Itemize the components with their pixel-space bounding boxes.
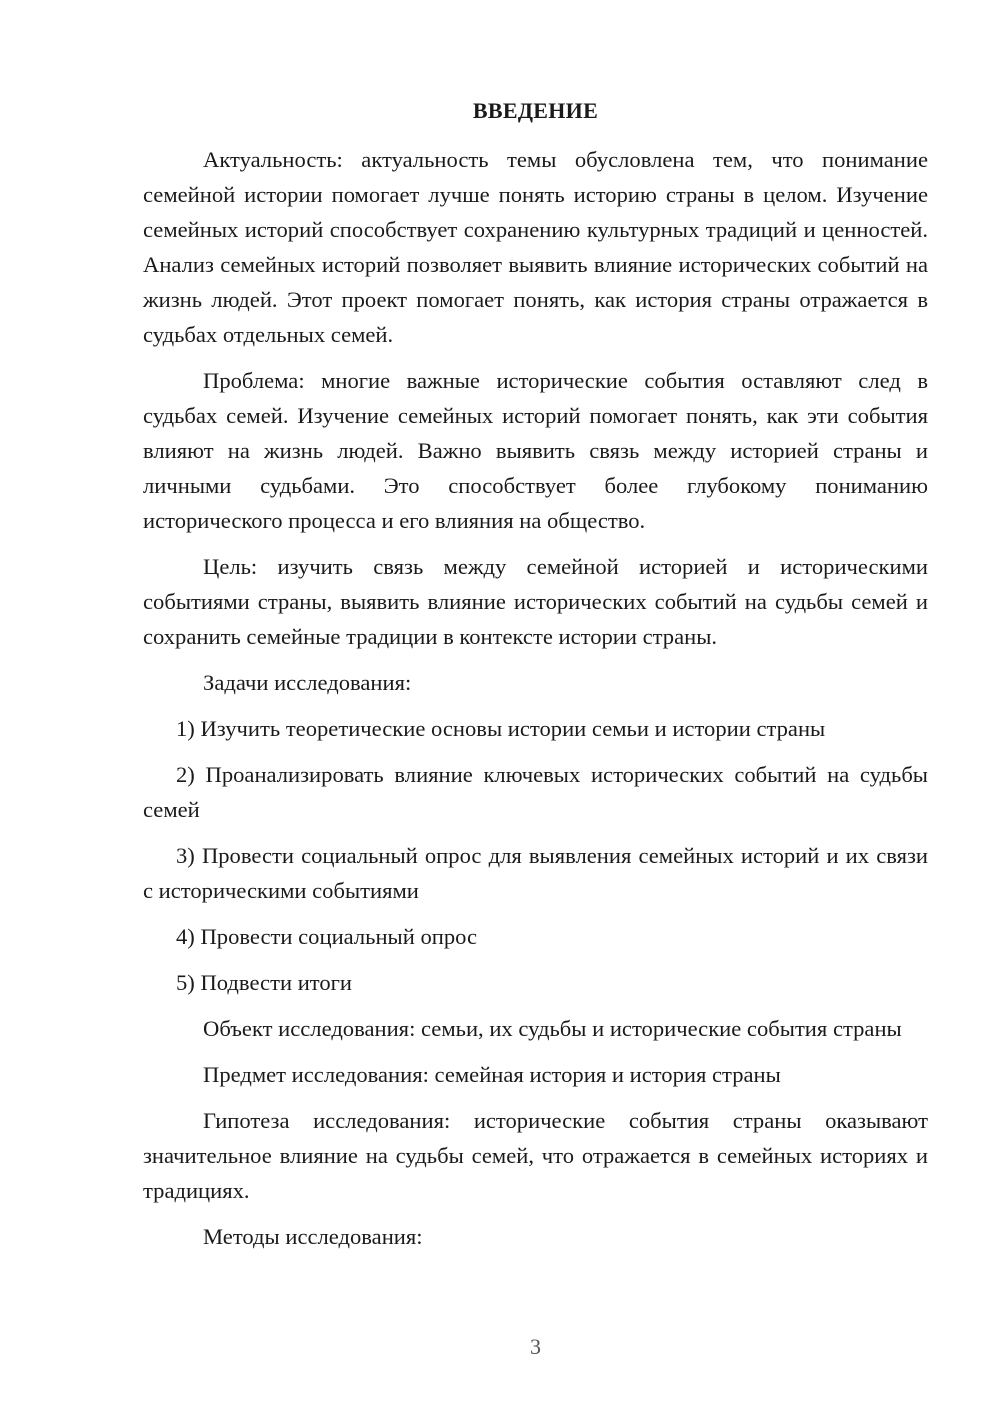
- paragraph-object: Объект исследования: семьи, их судьбы и исторические события страны: [203, 1016, 902, 1041]
- body-text: [143, 142, 928, 1254]
- task-item-5: 5) Подвести итоги: [176, 970, 353, 995]
- paragraph-goal: Цель: изучить связь между семейной историей и историческими событиями страны, выявить влияние исторических событий на судьбы семей и сохранить семейные традиции в контексте истории страны.: [143, 554, 928, 649]
- paragraph-subject: Предмет исследования: семейная история и история страны: [203, 1062, 781, 1087]
- page-number: 3: [530, 1334, 541, 1359]
- task-item-4: 4) Провести социальный опрос: [176, 924, 478, 949]
- paragraph-methods: Методы исследования:: [203, 1224, 423, 1249]
- paragraph-relevance: Актуальность: актуальность темы обусловлена тем, что понимание семейной истории помогает лучше понять историю страны в целом. Изучение семейных историй способствует сохранению культурных традиций и ценностей. Анализ семейных историй позволяет выявить влияние исторических событий на жизнь людей. Этот проект помогает понять, как история страны отражается в судьбах отдельных семей.: [143, 147, 928, 347]
- document-page: [143, 0, 928, 1414]
- task-item-3: 3) Провести социальный опрос для выявления семейных историй и их связи с историческими событиями: [143, 843, 928, 903]
- paragraph-hypothesis: Гипотеза исследования: исторические события страны оказывают значительное влияние на судьбы семей, что отражается в семейных историях и традициях.: [143, 1108, 928, 1203]
- paragraph-tasks-heading: Задачи исследования:: [203, 670, 412, 695]
- task-item-1: 1) Изучить теоретические основы истории семьи и истории страны: [176, 716, 826, 741]
- section-title: ВВЕДЕНИЕ: [472, 98, 599, 123]
- paragraph-problem: Проблема: многие важные исторические события оставляют след в судьбах семей. Изучение семейных историй помогает понять, как эти события влияют на жизнь людей. Важно выявить связь между историей страны и личными судьбами. Это способствует более глубокому пониманию исторического процесса и его влияния на общество.: [143, 368, 928, 533]
- task-item-2: 2) Проанализировать влияние ключевых исторических событий на судьбы семей: [143, 762, 928, 822]
